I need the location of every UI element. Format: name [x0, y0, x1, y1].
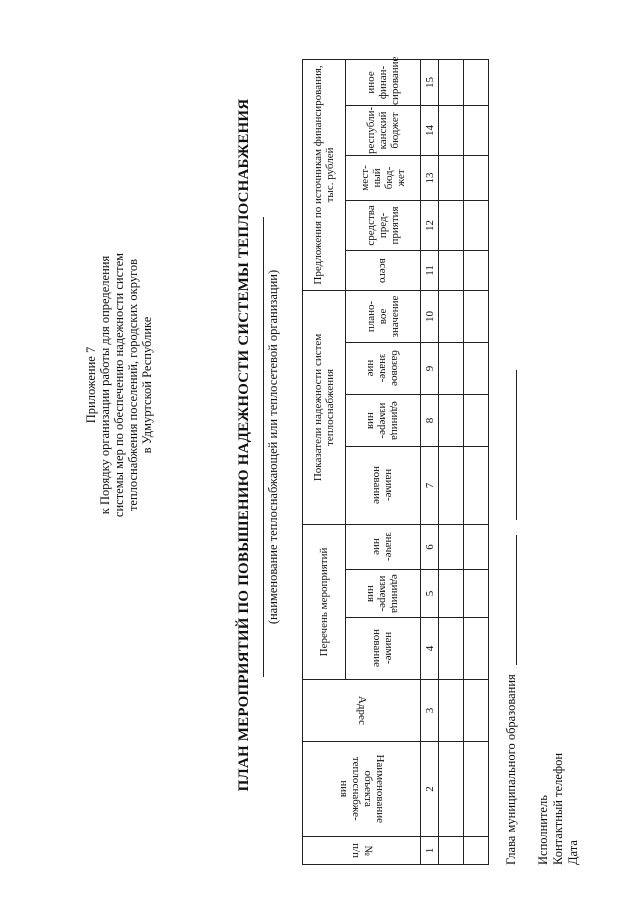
table-cell[interactable]	[464, 446, 489, 524]
header-text-line: значе-	[377, 354, 389, 383]
table-cell[interactable]	[439, 837, 464, 865]
table-cell[interactable]	[464, 394, 489, 446]
header-text-line: базовое	[389, 350, 401, 387]
column-number-cell: 7	[421, 446, 439, 524]
column-number-cell: 13	[421, 155, 439, 200]
subheader-financing-local-budget	[346, 155, 421, 200]
column-number-cell: 4	[421, 618, 439, 680]
header-text-line: плано-	[365, 300, 377, 333]
header-text-line: измере-	[377, 575, 389, 612]
header-text-line: измере-	[377, 402, 389, 439]
subheader-financing-other	[346, 56, 421, 105]
table-cell[interactable]	[464, 742, 489, 837]
header-text-line: бюджет	[389, 112, 401, 149]
header-text-line: значение	[389, 295, 401, 338]
measures-plan-table	[302, 56, 489, 865]
subheader-measure-value	[346, 524, 421, 569]
table-cell[interactable]	[439, 105, 464, 155]
subheader-indicator-unit	[346, 394, 421, 446]
header-text-line: финан-	[377, 65, 389, 100]
table-cell[interactable]	[464, 837, 489, 865]
header-text-line: ние	[371, 538, 383, 556]
signature-date-label: Дата	[566, 840, 580, 865]
header-text-line: Адрес	[355, 695, 368, 726]
header-text-line: нование	[371, 466, 383, 505]
organization-name-line	[263, 217, 264, 677]
table-cell[interactable]	[464, 570, 489, 618]
table-cell[interactable]	[439, 290, 464, 342]
column-number-cell: 3	[421, 680, 439, 742]
appendix-number: Приложение 7	[84, 346, 98, 424]
column-number-cell: 11	[421, 250, 439, 290]
header-text-line: вое	[377, 308, 389, 325]
table-cell[interactable]	[464, 250, 489, 290]
header-text-line: канский	[377, 111, 389, 150]
table-cell[interactable]	[464, 105, 489, 155]
column-number-cell: 9	[421, 342, 439, 394]
table-cell[interactable]	[464, 342, 489, 394]
table-body	[439, 59, 489, 864]
table-header-row	[303, 59, 346, 864]
header-text-line: средства	[365, 205, 377, 246]
column-number-cell: 10	[421, 290, 439, 342]
table-cell[interactable]	[439, 250, 464, 290]
header-text-line: ный	[371, 168, 383, 188]
subheader-financing-republic-budget	[346, 105, 421, 155]
header-text-line: приятия	[389, 206, 401, 245]
header-text-line: наиме-	[383, 632, 395, 665]
column-number-cell: 14	[421, 105, 439, 155]
header-text-line: ние	[365, 360, 377, 377]
column-number-cell: 1	[421, 837, 439, 865]
header-text-line: всего	[377, 258, 389, 283]
header-measures-list: Перечень мероприятий	[303, 524, 346, 679]
table-cell[interactable]	[439, 570, 464, 618]
header-text-line: республи-	[365, 106, 377, 155]
header-text-line: наиме-	[383, 469, 395, 502]
table-row	[439, 59, 464, 864]
table-cell[interactable]	[464, 290, 489, 342]
column-number-cell: 2	[421, 742, 439, 837]
header-text-line: нование	[371, 629, 383, 668]
header-reliability-indicators	[303, 290, 346, 524]
appendix-reference-line: в Удмуртской Республике	[140, 316, 154, 454]
signature-head-label: Глава муниципального образования	[504, 674, 518, 865]
column-number-cell: 15	[421, 59, 439, 105]
appendix-reference-line: к Порядку организации работы для определения	[98, 255, 112, 515]
header-text-line: ния	[365, 412, 377, 429]
column-number-row	[421, 59, 439, 864]
table-row	[464, 59, 489, 864]
subheader-indicator-name	[346, 446, 421, 524]
appendix-reference-line: системы мер по обеспечению надежности систем	[112, 252, 126, 518]
header-text-line: п/п	[349, 843, 362, 858]
table-cell[interactable]	[464, 680, 489, 742]
header-text-line: единица	[389, 574, 401, 613]
table-cell[interactable]	[439, 155, 464, 200]
subheader-indicator-planned	[346, 290, 421, 342]
subheader-measure-name	[346, 618, 421, 680]
header-text-line: Показатели надежности систем	[312, 333, 324, 482]
header-text-line: пред-	[377, 212, 389, 239]
header-text-line: иное	[365, 71, 377, 94]
table-cell[interactable]	[464, 59, 489, 105]
header-text-line: значе-	[383, 532, 395, 562]
signature-head-name-line	[516, 370, 517, 520]
column-number-cell: 6	[421, 524, 439, 569]
header-text-line: сирование	[389, 56, 401, 105]
header-number-text	[350, 843, 374, 858]
subheader-measure-unit	[346, 570, 421, 618]
header-text-line: мест-	[359, 165, 371, 191]
header-text-line: ния	[365, 585, 377, 602]
signature-phone-label: Контактный телефон	[551, 752, 565, 865]
header-text-line: объекта	[361, 770, 374, 808]
header-number	[303, 837, 421, 865]
column-number-cell: 8	[421, 394, 439, 446]
table-cell[interactable]	[464, 200, 489, 250]
subheader-financing-enterprise	[346, 200, 421, 250]
table-cell[interactable]	[464, 618, 489, 680]
table-cell[interactable]	[464, 155, 489, 200]
appendix-reference-line: теплоснабжения поселений, городских округов	[126, 258, 140, 512]
table-cell[interactable]	[439, 618, 464, 680]
subheader-financing-total	[346, 250, 421, 290]
table-cell[interactable]	[439, 680, 464, 742]
column-number-cell: 5	[421, 570, 439, 618]
signature-executor-label: Исполнитель	[536, 795, 550, 865]
organization-caption: (наименование теплоснабжающей или теплосетевой организации)	[266, 269, 280, 625]
header-text-line: тыс. рублей	[324, 147, 336, 203]
subheader-indicator-base	[346, 342, 421, 394]
table-cell[interactable]	[439, 59, 464, 105]
header-text-line: теплоснабже-	[349, 757, 362, 821]
header-object-name-text	[338, 755, 386, 824]
header-text-line: теплоснабжения	[324, 368, 336, 446]
table-cell[interactable]	[439, 742, 464, 837]
column-number-cell: 12	[421, 200, 439, 250]
signature-head-line	[516, 535, 517, 665]
header-text-line: Наименование	[373, 754, 386, 824]
table-cell[interactable]	[464, 524, 489, 569]
header-address	[303, 680, 421, 742]
header-object-name	[303, 742, 421, 837]
table-cell[interactable]	[439, 200, 464, 250]
document-title: ПЛАН МЕРОПРИЯТИЙ ПО ПОВЫШЕНИЮ НАДЕЖНОСТИ СИСТЕМЫ ТЕПЛОСНАБЖЕНИЯ	[236, 98, 252, 792]
table-cell[interactable]	[439, 524, 464, 569]
table-cell[interactable]	[439, 342, 464, 394]
header-text-line: №	[361, 845, 374, 856]
table-cell[interactable]	[439, 446, 464, 524]
table-cell[interactable]	[439, 394, 464, 446]
header-text-line: единица	[389, 401, 401, 440]
header-text-line: жет	[395, 169, 407, 187]
header-financing-sources	[303, 59, 346, 290]
appendix-header	[84, 165, 154, 605]
header-text-line: ния	[337, 780, 350, 798]
header-text-line: Предложения по источникам финансирования,	[312, 65, 324, 285]
header-text-line: бюд-	[383, 166, 395, 190]
